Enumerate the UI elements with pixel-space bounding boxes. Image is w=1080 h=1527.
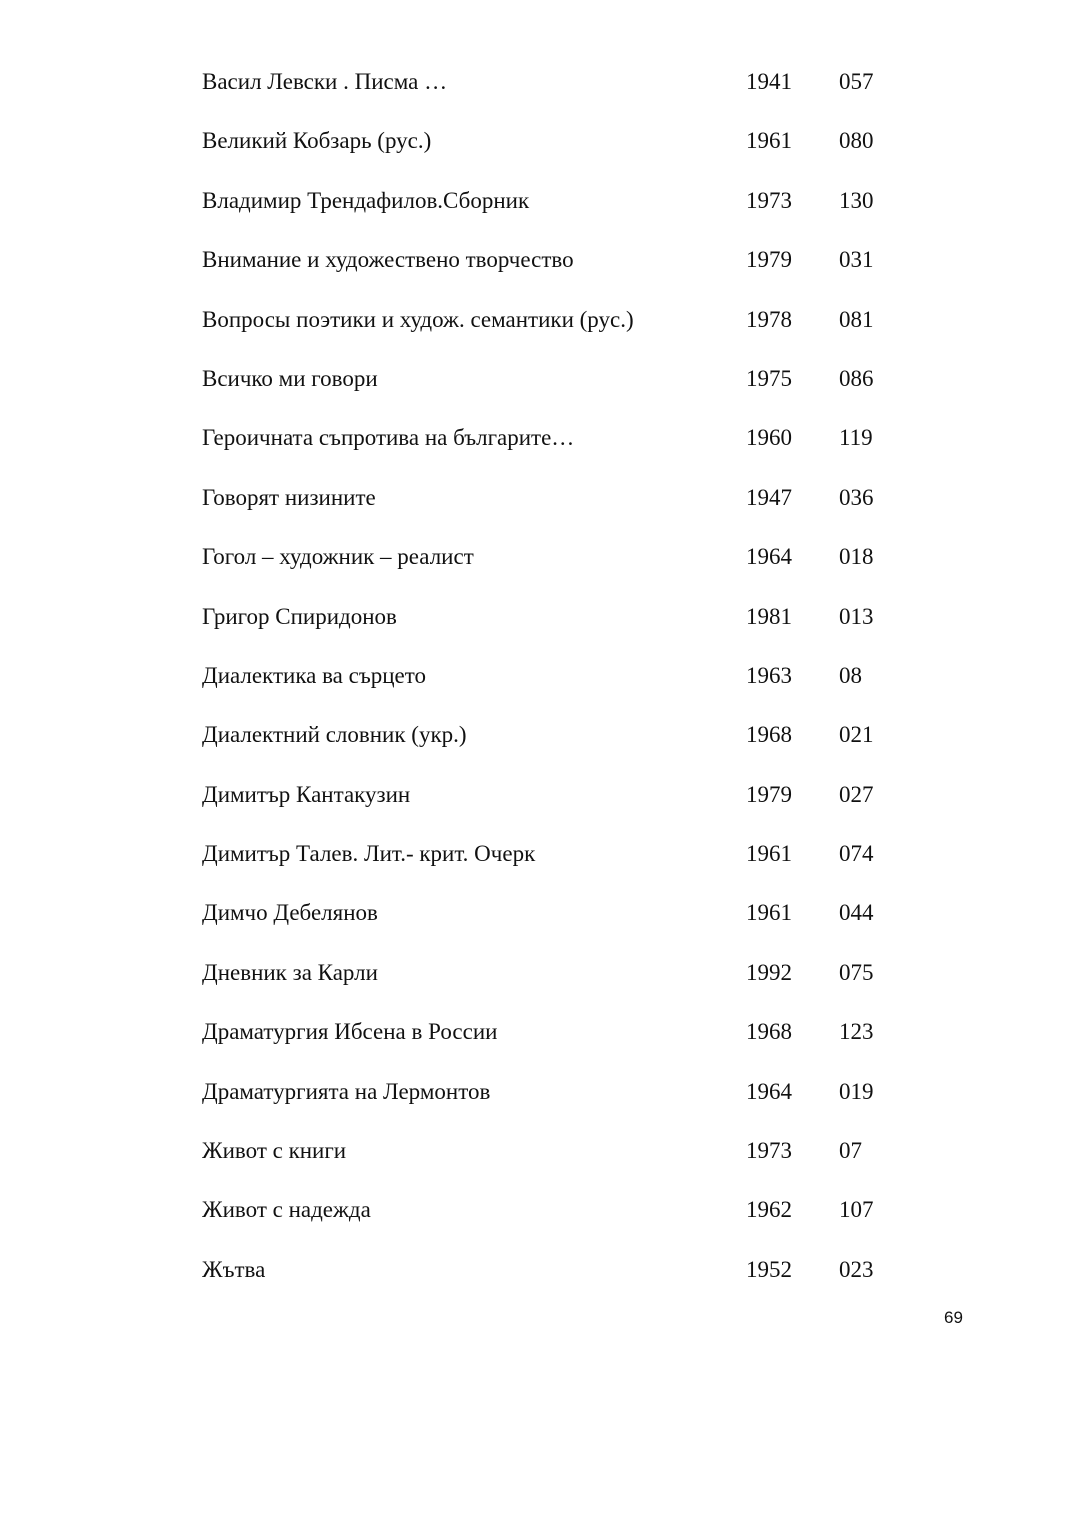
index-row — [202, 715, 922, 774]
entry-title: Димитър Талев. Лит.- крит. Очерк — [202, 841, 536, 867]
index-row — [202, 834, 922, 893]
entry-title: Жътва — [202, 1256, 266, 1282]
entry-title: Говорят низините — [202, 484, 376, 510]
entry-code: 07 — [839, 1138, 862, 1164]
entry-code: 107 — [839, 1197, 874, 1223]
entry-code: 057 — [839, 69, 874, 94]
entry-year: 1968 — [746, 722, 792, 748]
entry-code: 119 — [839, 425, 873, 451]
index-row — [202, 537, 922, 596]
entry-title: Григор Спиридонов — [202, 603, 397, 629]
entry-title: Внимание и художествено творчество — [202, 247, 574, 273]
index-row — [202, 1131, 922, 1190]
entry-title: Живот с книги — [202, 1138, 347, 1164]
entry-year: 1960 — [746, 425, 792, 451]
entry-title: Васил Левски . Писма … — [202, 69, 448, 94]
index-row — [202, 1250, 922, 1309]
index-row — [202, 240, 922, 299]
entry-year: 1973 — [746, 1138, 792, 1164]
index-row — [202, 1072, 922, 1131]
entry-year: 1961 — [746, 841, 792, 867]
entry-year: 1961 — [746, 900, 792, 926]
index-row — [202, 953, 922, 1012]
entry-title: Великий Кобзарь (рус.) — [202, 128, 432, 154]
entry-title: Диалектика ва сърцето — [202, 662, 426, 688]
entry-title: Диалектний словник (укр.) — [202, 722, 467, 748]
index-list — [202, 62, 922, 1309]
entry-title: Вопросы поэтики и худож. семантики (рус.) — [202, 306, 634, 332]
entry-title: Драматургия Ибсена в России — [202, 1019, 498, 1045]
entry-year: 1975 — [746, 365, 792, 391]
index-row — [202, 121, 922, 180]
entry-code: 018 — [839, 544, 874, 570]
entry-year: 1978 — [746, 306, 792, 332]
entry-code: 031 — [839, 247, 874, 273]
entry-year: 1979 — [746, 781, 792, 807]
index-row — [202, 1190, 922, 1249]
entry-title: Гогол – художник – реалист — [202, 544, 474, 570]
entry-code: 021 — [839, 722, 874, 748]
entry-title: Димитър Кантакузин — [202, 781, 411, 807]
index-row — [202, 359, 922, 418]
entry-title: Всичко ми говори — [202, 365, 378, 391]
page-number: 69 — [944, 1308, 963, 1327]
entry-title: Владимир Трендафилов.Сборник — [202, 187, 530, 213]
index-row — [202, 181, 922, 240]
entry-code: 080 — [839, 128, 874, 154]
entry-code: 081 — [839, 306, 874, 332]
entry-title: Героичната съпротива на българите… — [202, 425, 575, 451]
entry-title: Дневник за Карли — [202, 959, 378, 985]
entry-code: 019 — [839, 1078, 874, 1104]
index-row — [202, 893, 922, 952]
entry-code: 074 — [839, 841, 874, 867]
entry-year: 1962 — [746, 1197, 792, 1223]
entry-year: 1981 — [746, 603, 792, 629]
entry-code: 027 — [839, 781, 874, 807]
entry-year: 1963 — [746, 662, 792, 688]
index-row — [202, 62, 922, 121]
entry-year: 1964 — [746, 544, 792, 570]
index-row — [202, 478, 922, 537]
entry-title: Драматургията на Лермонтов — [202, 1078, 491, 1104]
index-row — [202, 418, 922, 477]
entry-code: 044 — [839, 900, 874, 926]
entry-code: 130 — [839, 187, 874, 213]
entry-year: 1979 — [746, 247, 792, 273]
entry-code: 086 — [839, 365, 874, 391]
index-row — [202, 300, 922, 359]
entry-code: 023 — [839, 1256, 874, 1282]
entry-code: 08 — [839, 662, 862, 688]
entry-year: 1968 — [746, 1019, 792, 1045]
entry-code: 123 — [839, 1019, 874, 1045]
entry-year: 1941 — [746, 69, 792, 94]
entry-year: 1947 — [746, 484, 792, 510]
entry-year: 1964 — [746, 1078, 792, 1104]
entry-year: 1973 — [746, 187, 792, 213]
entry-year: 1992 — [746, 959, 792, 985]
entry-code: 036 — [839, 484, 874, 510]
index-row — [202, 775, 922, 834]
entry-year: 1961 — [746, 128, 792, 154]
entry-code: 013 — [839, 603, 874, 629]
entry-code: 075 — [839, 959, 874, 985]
entry-title: Живот с надежда — [202, 1197, 371, 1223]
index-row — [202, 1012, 922, 1071]
index-row — [202, 597, 922, 656]
index-row — [202, 656, 922, 715]
entry-title: Димчо Дебелянов — [202, 900, 378, 926]
entry-year: 1952 — [746, 1256, 792, 1282]
